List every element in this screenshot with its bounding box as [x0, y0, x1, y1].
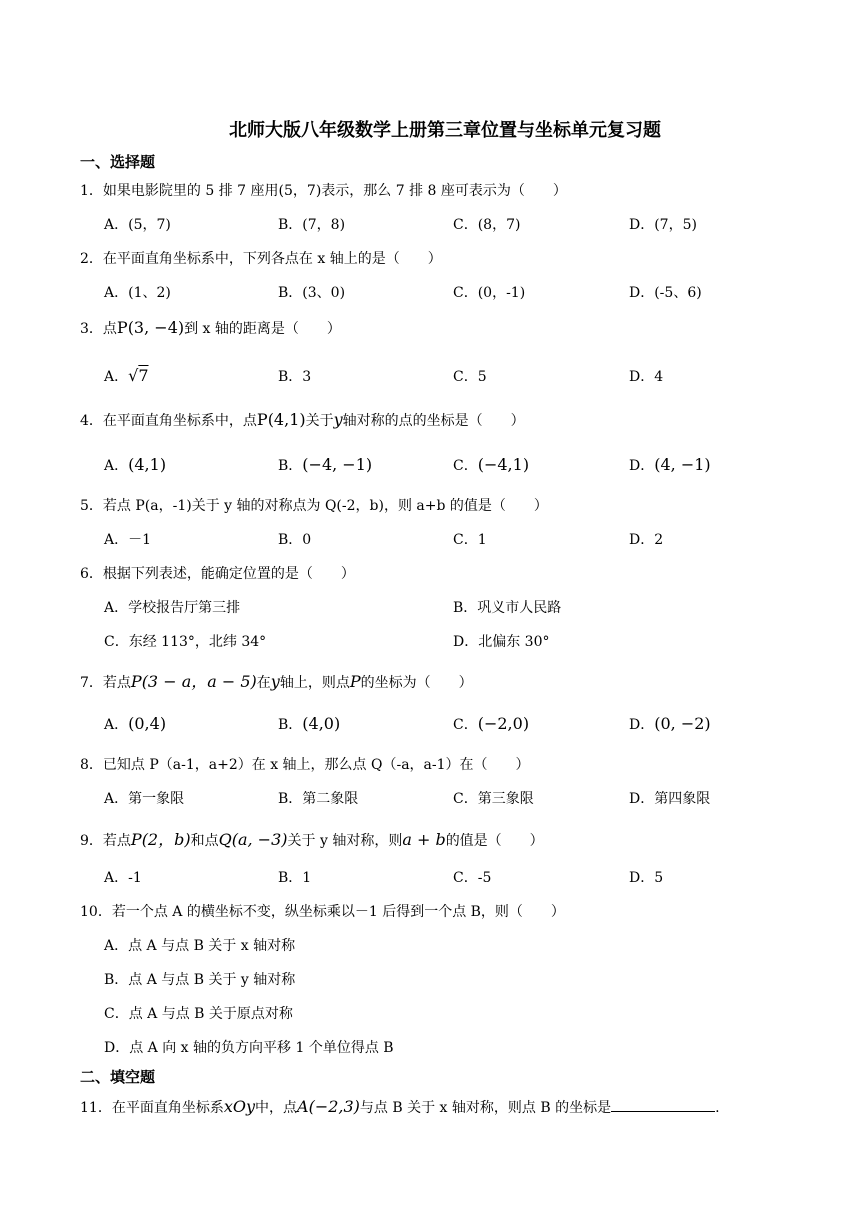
question-3 [80, 318, 341, 338]
option-d: D．(7，5) [629, 217, 697, 233]
math-expression: Q(a, −3) [218, 830, 288, 849]
math-expression: a + b [402, 830, 446, 849]
question-number: 8． [80, 757, 103, 773]
question-1 [80, 180, 567, 200]
option-a: A．(4,1) [104, 455, 167, 474]
option-b: B．(4,0) [278, 714, 341, 733]
math-expression: (0,4) [128, 714, 167, 733]
option-d: D．2 [629, 532, 664, 548]
question-end: . [715, 1100, 720, 1116]
option-b: B．点 A 与点 B 关于 y 轴对称 [104, 972, 296, 988]
math-expression: (4,1) [128, 455, 167, 474]
option-b: B．(7，8) [278, 217, 346, 233]
answer-blank[interactable] [611, 1097, 715, 1112]
math-expression: (−4,1) [477, 455, 530, 474]
math-expression: A(−2,3) [297, 1097, 360, 1116]
question-7 [80, 669, 473, 692]
math-expression: P(3 − a，a − 5) [130, 672, 257, 691]
option-d: D．(4, −1) [629, 455, 711, 474]
question-text: 的坐标为（ ） [360, 675, 473, 691]
math-variable: y [333, 410, 343, 429]
section-heading-choice: 一、选择题 [80, 153, 156, 171]
option-a: A．第一象限 [104, 791, 185, 807]
option-c: C．东经 113°，北纬 34° [104, 634, 267, 650]
question-5 [80, 495, 548, 515]
option-b: B．0 [278, 532, 312, 548]
section-heading-fill-blank: 二、填空题 [80, 1068, 156, 1086]
option-b: B．巩义市人民路 [453, 600, 562, 616]
question-number: 10． [80, 904, 112, 920]
option-d: D．4 [629, 369, 664, 385]
option-d: D．5 [629, 870, 664, 886]
math-expression: (4,0) [302, 714, 341, 733]
option-b: B．1 [278, 870, 312, 886]
question-10 [80, 901, 565, 921]
math-variable: P [349, 672, 361, 691]
option-d: D．点 A 向 x 轴的负方向平移 1 个单位得点 B [104, 1040, 394, 1056]
question-text: 与点 B 关于 x 轴对称，则点 B 的坐标是 [359, 1100, 612, 1116]
option-b: B．(3、0) [278, 285, 346, 301]
question-text: 若点 P(a，-1)关于 y 轴的对称点为 Q(-2，b)，则 a+b 的值是（ ） [102, 498, 548, 514]
option-a: A．点 A 与点 B 关于 x 轴对称 [104, 938, 296, 954]
option-c: C．点 A 与点 B 关于原点对称 [104, 1006, 293, 1022]
option-c: C．(−4,1) [453, 455, 530, 474]
option-a: A．-1 [104, 870, 142, 886]
question-number: 1． [80, 183, 103, 199]
question-text: 中，点 [255, 1100, 298, 1116]
math-variable: y [270, 672, 280, 691]
option-c: C．(−2,0) [453, 714, 530, 733]
question-text: 关于 y 轴对称，则 [287, 833, 403, 849]
question-8 [80, 754, 530, 774]
question-text: 在平面直角坐标系 [111, 1100, 224, 1116]
question-number: 3． [80, 321, 103, 337]
option-c: C．第三象限 [453, 791, 534, 807]
question-number: 6． [80, 566, 103, 582]
option-a: A．学校报告厅第三排 [104, 600, 241, 616]
option-c: C．1 [453, 532, 487, 548]
question-number: 4． [80, 413, 103, 429]
question-text: 和点 [190, 833, 219, 849]
question-text: 在 [256, 675, 271, 691]
question-text: 的值是（ ） [445, 833, 544, 849]
question-4 [80, 410, 525, 430]
math-expression: xOy [223, 1097, 256, 1116]
question-number: 7． [80, 675, 103, 691]
option-b: B．第二象限 [278, 791, 359, 807]
question-text: 轴上，则点 [279, 675, 350, 691]
question-text: 到 x 轴的距离是（ ） [184, 321, 341, 337]
question-text: 在平面直角坐标系中，点 [102, 413, 257, 429]
option-a: A．－1 [104, 532, 152, 548]
question-number: 2． [80, 251, 103, 267]
option-a: A．(1、2) [104, 285, 171, 301]
question-2 [80, 248, 442, 268]
math-expression: (−2,0) [477, 714, 530, 733]
question-9 [80, 827, 544, 850]
math-expression: (−4, −1) [302, 455, 373, 474]
page-title: 北师大版八年级数学上册第三章位置与坐标单元复习题 [229, 120, 661, 141]
sqrt-symbol: √ [128, 366, 139, 385]
option-b: B．3 [278, 369, 312, 385]
option-d: D．(-5、6) [629, 285, 702, 301]
math-expression: (0, −2) [654, 714, 711, 733]
option-c: C．(8，7) [453, 217, 521, 233]
question-text: 关于 [305, 413, 334, 429]
question-text: 点 [102, 321, 117, 337]
question-text: 在平面直角坐标系中，下列各点在 x 轴上的是（ ） [102, 251, 442, 267]
option-a: A．√7 [104, 366, 149, 385]
question-11 [80, 1097, 720, 1117]
question-text: 若点 [102, 675, 131, 691]
option-c: C．(0，-1) [453, 285, 526, 301]
option-d: D．北偏东 30° [453, 634, 550, 650]
math-expression: P(4,1) [256, 410, 306, 429]
math-expression: P(3, −4) [116, 318, 185, 337]
option-a: A．(0,4) [104, 714, 167, 733]
question-text: 若一个点 A 的横坐标不变，纵坐标乘以－1 后得到一个点 B，则（ ） [111, 904, 565, 920]
option-d: D．第四象限 [629, 791, 711, 807]
question-number: 9． [80, 833, 103, 849]
question-6 [80, 563, 355, 583]
option-a: A．(5，7) [104, 217, 171, 233]
option-d: D．(0, −2) [629, 714, 711, 733]
math-expression: P(2，b) [130, 830, 191, 849]
math-expression: (4, −1) [654, 455, 711, 474]
question-number: 11． [80, 1100, 112, 1116]
question-text: 已知点 P（a-1，a+2）在 x 轴上，那么点 Q（-a，a-1）在（ ） [102, 757, 530, 773]
question-text: 若点 [102, 833, 131, 849]
option-b: B．(−4, −1) [278, 455, 373, 474]
option-c: C．5 [453, 369, 487, 385]
sqrt-argument: 7 [138, 366, 149, 385]
question-text: 轴对称的点的坐标是（ ） [342, 413, 525, 429]
option-c: C．-5 [453, 870, 492, 886]
question-text: 如果电影院里的 5 排 7 座用(5，7)表示，那么 7 排 8 座可表示为（ ） [102, 183, 567, 199]
question-number: 5． [80, 498, 103, 514]
question-text: 根据下列表述，能确定位置的是（ ） [102, 566, 355, 582]
